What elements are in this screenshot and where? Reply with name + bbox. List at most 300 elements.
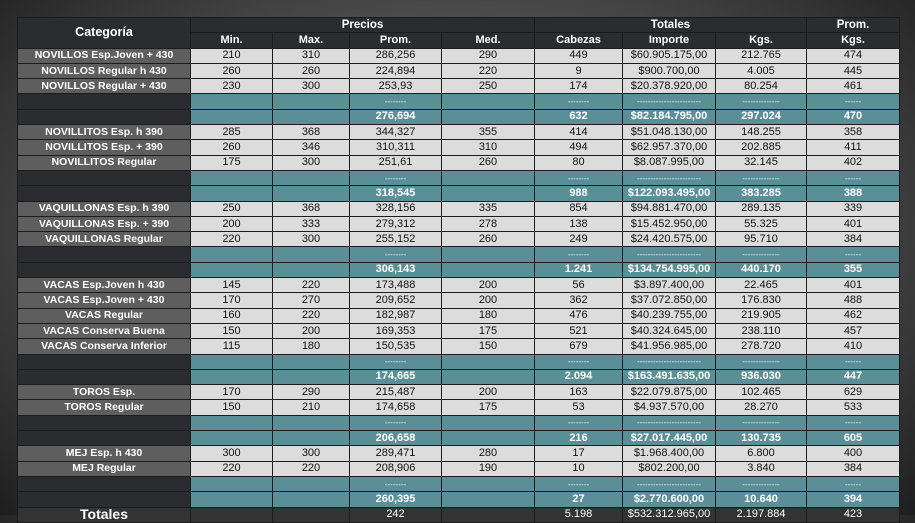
- subtotal-prom: 174,665: [350, 369, 442, 384]
- prom-price-cell: 279,312: [350, 216, 442, 231]
- cabezas-cell: 854: [535, 201, 623, 216]
- dash-cell: ------: [807, 354, 900, 369]
- separator-cell: [18, 170, 191, 185]
- kgs-cell: 6.800: [716, 446, 807, 461]
- med-cell: 190: [442, 461, 535, 476]
- dash-cell: --------: [535, 415, 623, 430]
- categoria-cell: TOROS Esp.: [18, 385, 191, 400]
- dash-cell: --------: [350, 354, 442, 369]
- prom-kgs-cell: 629: [807, 385, 900, 400]
- table-row: [18, 140, 900, 155]
- dash-cell: --------: [350, 94, 442, 109]
- med-cell: 335: [442, 201, 535, 216]
- separator-cell: [442, 476, 535, 491]
- separator-cell: [442, 354, 535, 369]
- dash-cell: --------: [535, 354, 623, 369]
- med-header: Med.: [442, 33, 535, 48]
- med-cell: 175: [442, 400, 535, 415]
- prom-kgs-cell: 488: [807, 293, 900, 308]
- max-cell: 346: [273, 140, 350, 155]
- table-row: [18, 278, 900, 293]
- kgs-cell: 95.710: [716, 232, 807, 247]
- med-cell: 355: [442, 125, 535, 140]
- med-cell: 310: [442, 140, 535, 155]
- categoria-cell: NOVILLOS Regular + 430: [18, 79, 191, 94]
- prom-kgs-header: Kgs.: [807, 33, 900, 48]
- totals-prom-kgs: 423: [807, 507, 900, 522]
- prom-kgs-cell: 384: [807, 461, 900, 476]
- separator-cell: [191, 247, 273, 262]
- max-header: Max.: [273, 33, 350, 48]
- subtotal-prom-kgs: 355: [807, 262, 900, 277]
- prom-price-cell: 169,353: [350, 323, 442, 338]
- min-cell: 260: [191, 63, 273, 78]
- table-row: [18, 323, 900, 338]
- separator-cell: [191, 354, 273, 369]
- subtotal-prom: 206,658: [350, 431, 442, 446]
- categoria-cell: VACAS Regular: [18, 308, 191, 323]
- kgs-cell: 238.110: [716, 323, 807, 338]
- kgs-cell: 80.254: [716, 79, 807, 94]
- subtotal-importe: $122.093.495,00: [623, 186, 716, 201]
- prom-kgs-cell: 410: [807, 339, 900, 354]
- subtotal-row: [18, 492, 900, 507]
- categoria-cell: MEJ Regular: [18, 461, 191, 476]
- dash-cell: ------: [807, 415, 900, 430]
- subtotal-empty-cell: [273, 262, 350, 277]
- subtotal-row: [18, 369, 900, 384]
- kgs-cell: 28.270: [716, 400, 807, 415]
- kgs-cell: 202.885: [716, 140, 807, 155]
- subtotal-label-cell: [18, 109, 191, 124]
- subtotal-prom: 276,694: [350, 109, 442, 124]
- categoria-cell: VACAS Esp.Joven + 430: [18, 293, 191, 308]
- cabezas-cell: 414: [535, 125, 623, 140]
- subtotal-empty-cell: [273, 369, 350, 384]
- table-row: [18, 400, 900, 415]
- subtotal-prom-kgs: 394: [807, 492, 900, 507]
- min-cell: 170: [191, 385, 273, 400]
- prom-price-cell: 289,471: [350, 446, 442, 461]
- categoria-cell: VAQUILLONAS Regular: [18, 232, 191, 247]
- dash-cell: ------------------------: [623, 476, 716, 491]
- table-row: [18, 232, 900, 247]
- max-cell: 200: [273, 323, 350, 338]
- kgs-cell: 148.255: [716, 125, 807, 140]
- subtotal-cabezas: 632: [535, 109, 623, 124]
- max-cell: 333: [273, 216, 350, 231]
- max-cell: 210: [273, 400, 350, 415]
- prom-price-cell: 173,488: [350, 278, 442, 293]
- dash-cell: ------------------------: [623, 170, 716, 185]
- importe-cell: $802.200,00: [623, 461, 716, 476]
- table-row: [18, 339, 900, 354]
- cabezas-cell: 362: [535, 293, 623, 308]
- dash-cell: --------: [535, 247, 623, 262]
- max-cell: 220: [273, 278, 350, 293]
- subtotal-empty-cell: [191, 109, 273, 124]
- importe-cell: $62.957.370,00: [623, 140, 716, 155]
- cabezas-cell: 476: [535, 308, 623, 323]
- subtotal-kgs: 10.640: [716, 492, 807, 507]
- med-cell: 180: [442, 308, 535, 323]
- subtotal-empty-cell: [273, 109, 350, 124]
- separator-cell: [191, 170, 273, 185]
- cabezas-cell: 10: [535, 461, 623, 476]
- dash-cell: ------------------------: [623, 94, 716, 109]
- subtotal-prom: 260,395: [350, 492, 442, 507]
- subtotal-kgs: 383.285: [716, 186, 807, 201]
- table-row: [18, 79, 900, 94]
- separator-cell: [191, 415, 273, 430]
- table-row: [18, 125, 900, 140]
- min-cell: 220: [191, 232, 273, 247]
- min-cell: 175: [191, 155, 273, 170]
- med-cell: 200: [442, 385, 535, 400]
- prom-kgs-cell: 401: [807, 216, 900, 231]
- dash-cell: --------------: [716, 476, 807, 491]
- table-row: [18, 308, 900, 323]
- importe-cell: $51.048.130,00: [623, 125, 716, 140]
- prom-price-cell: 215,487: [350, 385, 442, 400]
- subtotal-label-cell: [18, 262, 191, 277]
- prom-kgs-cell: 461: [807, 79, 900, 94]
- cabezas-cell: 17: [535, 446, 623, 461]
- subtotal-kgs: 936.030: [716, 369, 807, 384]
- table-row: [18, 461, 900, 476]
- med-cell: 250: [442, 79, 535, 94]
- subtotal-prom-kgs: 605: [807, 431, 900, 446]
- table-row: [18, 446, 900, 461]
- dash-cell: ------------------------: [623, 247, 716, 262]
- dash-cell: --------------: [716, 170, 807, 185]
- table-row: [18, 293, 900, 308]
- totals-prom: 242: [350, 507, 442, 522]
- cabezas-cell: 80: [535, 155, 623, 170]
- dash-cell: --------: [350, 476, 442, 491]
- med-cell: 260: [442, 155, 535, 170]
- subtotal-importe: $82.184.795,00: [623, 109, 716, 124]
- table-row: [18, 63, 900, 78]
- subtotal-importe: $134.754.995,00: [623, 262, 716, 277]
- min-cell: 160: [191, 308, 273, 323]
- max-cell: 180: [273, 339, 350, 354]
- dash-cell: --------------: [716, 247, 807, 262]
- table-body: [18, 48, 900, 507]
- max-cell: 300: [273, 79, 350, 94]
- cabezas-cell: 56: [535, 278, 623, 293]
- importe-cell: $1.968.400,00: [623, 446, 716, 461]
- importe-cell: $40.239.755,00: [623, 308, 716, 323]
- totales-header: Totales: [535, 18, 807, 33]
- subtotal-row: [18, 262, 900, 277]
- prom-kgs-cell: 457: [807, 323, 900, 338]
- subtotal-empty-cell: [273, 186, 350, 201]
- cabezas-header: Cabezas: [535, 33, 623, 48]
- dash-cell: --------------: [716, 354, 807, 369]
- kgs-cell: 4.005: [716, 63, 807, 78]
- prom-price-cell: 182,987: [350, 308, 442, 323]
- table-row: [18, 385, 900, 400]
- cabezas-cell: 174: [535, 79, 623, 94]
- subtotal-empty-cell: [191, 431, 273, 446]
- min-cell: 220: [191, 461, 273, 476]
- prom-price-cell: 224,894: [350, 63, 442, 78]
- subtotal-empty-cell: [191, 262, 273, 277]
- subtotal-empty-cell: [273, 492, 350, 507]
- cabezas-cell: 494: [535, 140, 623, 155]
- subtotal-importe: $2.770.600,00: [623, 492, 716, 507]
- categoria-cell: VACAS Conserva Buena: [18, 323, 191, 338]
- cabezas-cell: 9: [535, 63, 623, 78]
- kgs-cell: 102.465: [716, 385, 807, 400]
- max-cell: 220: [273, 308, 350, 323]
- separator-cell: [191, 476, 273, 491]
- categoria-cell: MEJ Esp. h 430: [18, 446, 191, 461]
- max-cell: 290: [273, 385, 350, 400]
- min-cell: 150: [191, 323, 273, 338]
- importe-cell: $20.378.920,00: [623, 79, 716, 94]
- importe-cell: $3.897.400,00: [623, 278, 716, 293]
- prom-kgs-cell: 384: [807, 232, 900, 247]
- separator-row: [18, 354, 900, 369]
- separator-row: [18, 247, 900, 262]
- separator-cell: [191, 94, 273, 109]
- table-row: [18, 155, 900, 170]
- separator-row: [18, 94, 900, 109]
- kgs-cell: 219.905: [716, 308, 807, 323]
- prom-kgs-cell: 411: [807, 140, 900, 155]
- categoria-cell: NOVILLOS Regular h 430: [18, 63, 191, 78]
- dash-cell: --------: [350, 415, 442, 430]
- subtotal-empty-cell: [191, 369, 273, 384]
- kgs-cell: 22.465: [716, 278, 807, 293]
- subtotal-kgs: 297.024: [716, 109, 807, 124]
- kgs-cell: 55.325: [716, 216, 807, 231]
- subtotal-prom-kgs: 447: [807, 369, 900, 384]
- separator-row: [18, 476, 900, 491]
- subtotal-label-cell: [18, 186, 191, 201]
- importe-cell: $37.072.850,00: [623, 293, 716, 308]
- cabezas-cell: 679: [535, 339, 623, 354]
- subtotal-empty-cell: [442, 369, 535, 384]
- separator-cell: [273, 354, 350, 369]
- totals-cabezas: 5.198: [535, 507, 623, 522]
- totals-label: Totales: [18, 507, 191, 522]
- prom-price-cell: 209,652: [350, 293, 442, 308]
- cabezas-cell: 249: [535, 232, 623, 247]
- prom-price-cell: 150,535: [350, 339, 442, 354]
- min-cell: 230: [191, 79, 273, 94]
- separator-cell: [273, 247, 350, 262]
- max-cell: 260: [273, 63, 350, 78]
- subtotal-prom: 306,143: [350, 262, 442, 277]
- totals-importe: $532.312.965,00: [623, 507, 716, 522]
- subtotal-cabezas: 2.094: [535, 369, 623, 384]
- max-cell: 300: [273, 446, 350, 461]
- subtotal-importe: $27.017.445,00: [623, 431, 716, 446]
- cabezas-cell: 138: [535, 216, 623, 231]
- prom-kgs-cell: 401: [807, 278, 900, 293]
- min-cell: 145: [191, 278, 273, 293]
- separator-cell: [442, 415, 535, 430]
- dash-cell: ------------------------: [623, 415, 716, 430]
- header-row-groups: [18, 18, 900, 33]
- kgs-cell: 278.720: [716, 339, 807, 354]
- kgs-cell: 3.840: [716, 461, 807, 476]
- cabezas-cell: 53: [535, 400, 623, 415]
- med-cell: 260: [442, 232, 535, 247]
- dash-cell: --------: [350, 247, 442, 262]
- med-cell: 200: [442, 278, 535, 293]
- max-cell: 270: [273, 293, 350, 308]
- importe-cell: $15.452.950,00: [623, 216, 716, 231]
- subtotal-empty-cell: [442, 492, 535, 507]
- subtotal-prom-kgs: 388: [807, 186, 900, 201]
- subtotal-empty-cell: [442, 109, 535, 124]
- table-row: [18, 48, 900, 63]
- min-cell: 150: [191, 400, 273, 415]
- importe-cell: $41.956.985,00: [623, 339, 716, 354]
- separator-cell: [18, 476, 191, 491]
- categoria-cell: NOVILLITOS Regular: [18, 155, 191, 170]
- subtotal-kgs: 440.170: [716, 262, 807, 277]
- min-cell: 300: [191, 446, 273, 461]
- totals-kgs: 2.197.884: [716, 507, 807, 522]
- cabezas-cell: 521: [535, 323, 623, 338]
- med-cell: 200: [442, 293, 535, 308]
- separator-cell: [273, 170, 350, 185]
- categoria-cell: VACAS Conserva Inferior: [18, 339, 191, 354]
- med-cell: 290: [442, 48, 535, 63]
- min-cell: 250: [191, 201, 273, 216]
- max-cell: 300: [273, 232, 350, 247]
- med-cell: 150: [442, 339, 535, 354]
- importe-cell: $900.700,00: [623, 63, 716, 78]
- prom-price-cell: 253,93: [350, 79, 442, 94]
- separator-cell: [18, 354, 191, 369]
- min-cell: 260: [191, 140, 273, 155]
- dash-cell: --------------: [716, 94, 807, 109]
- cattle-prices-table: [17, 17, 900, 523]
- categoria-cell: TOROS Regular: [18, 400, 191, 415]
- subtotal-row: [18, 431, 900, 446]
- prom-price-header: Prom.: [350, 33, 442, 48]
- subtotal-label-cell: [18, 492, 191, 507]
- categoria-cell: NOVILLITOS Esp. + 390: [18, 140, 191, 155]
- separator-cell: [273, 476, 350, 491]
- subtotal-empty-cell: [442, 186, 535, 201]
- min-cell: 115: [191, 339, 273, 354]
- prom-price-cell: 286,256: [350, 48, 442, 63]
- importe-cell: $4.937.570,00: [623, 400, 716, 415]
- categoria-cell: VAQUILLONAS Esp. h 390: [18, 201, 191, 216]
- min-cell: 170: [191, 293, 273, 308]
- table-row: [18, 201, 900, 216]
- precios-header: Precios: [191, 18, 535, 33]
- cabezas-cell: 163: [535, 385, 623, 400]
- med-cell: 220: [442, 63, 535, 78]
- importe-cell: $22.079.875,00: [623, 385, 716, 400]
- prom-kgs-cell: 358: [807, 125, 900, 140]
- subtotal-empty-cell: [442, 262, 535, 277]
- dash-cell: --------: [535, 94, 623, 109]
- subtotal-cabezas: 1.241: [535, 262, 623, 277]
- importe-header: Importe: [623, 33, 716, 48]
- importe-cell: $8.087.995,00: [623, 155, 716, 170]
- subtotal-row: [18, 109, 900, 124]
- dash-cell: --------: [535, 170, 623, 185]
- subtotal-importe: $163.491.635,00: [623, 369, 716, 384]
- subtotal-row: [18, 186, 900, 201]
- separator-cell: [442, 170, 535, 185]
- dash-cell: ------: [807, 247, 900, 262]
- prom-price-cell: 251,61: [350, 155, 442, 170]
- cabezas-cell: 449: [535, 48, 623, 63]
- categoria-cell: NOVILLITOS Esp. h 390: [18, 125, 191, 140]
- categoria-cell: VACAS Esp.Joven h 430: [18, 278, 191, 293]
- categoria-cell: NOVILLOS Esp.Joven + 430: [18, 48, 191, 63]
- min-cell: 200: [191, 216, 273, 231]
- subtotal-empty-cell: [273, 431, 350, 446]
- kgs-cell: 32.145: [716, 155, 807, 170]
- prom-kgs-cell: 462: [807, 308, 900, 323]
- dash-cell: ------------------------: [623, 354, 716, 369]
- min-cell: 285: [191, 125, 273, 140]
- subtotal-prom-kgs: 470: [807, 109, 900, 124]
- subtotal-label-cell: [18, 431, 191, 446]
- prom-price-cell: 344,327: [350, 125, 442, 140]
- max-cell: 368: [273, 201, 350, 216]
- separator-cell: [442, 94, 535, 109]
- prom-kgs-cell: 339: [807, 201, 900, 216]
- separator-cell: [442, 247, 535, 262]
- prom-price-cell: 328,156: [350, 201, 442, 216]
- dash-cell: --------: [535, 476, 623, 491]
- separator-cell: [18, 94, 191, 109]
- separator-cell: [273, 415, 350, 430]
- separator-row: [18, 170, 900, 185]
- med-cell: 278: [442, 216, 535, 231]
- kgs-cell: 176.830: [716, 293, 807, 308]
- importe-cell: $40.324.645,00: [623, 323, 716, 338]
- dash-cell: ------: [807, 94, 900, 109]
- prom-price-cell: 208,906: [350, 461, 442, 476]
- subtotal-kgs: 130.735: [716, 431, 807, 446]
- subtotal-label-cell: [18, 369, 191, 384]
- subtotal-empty-cell: [442, 431, 535, 446]
- subtotal-cabezas: 216: [535, 431, 623, 446]
- importe-cell: $60.905.175,00: [623, 48, 716, 63]
- prom-kgs-cell: 400: [807, 446, 900, 461]
- prom-kgs-cell: 533: [807, 400, 900, 415]
- max-cell: 310: [273, 48, 350, 63]
- dash-cell: ------: [807, 476, 900, 491]
- kgs-cell: 212.765: [716, 48, 807, 63]
- categoria-cell: VAQUILLONAS Esp. + 390: [18, 216, 191, 231]
- max-cell: 368: [273, 125, 350, 140]
- subtotal-empty-cell: [191, 186, 273, 201]
- separator-row: [18, 415, 900, 430]
- prom-header: Prom.: [807, 18, 900, 33]
- med-cell: 280: [442, 446, 535, 461]
- dash-cell: ------: [807, 170, 900, 185]
- table-row: [18, 216, 900, 231]
- max-cell: 220: [273, 461, 350, 476]
- prom-kgs-cell: 474: [807, 48, 900, 63]
- prom-price-cell: 255,152: [350, 232, 442, 247]
- kgs-header: Kgs.: [716, 33, 807, 48]
